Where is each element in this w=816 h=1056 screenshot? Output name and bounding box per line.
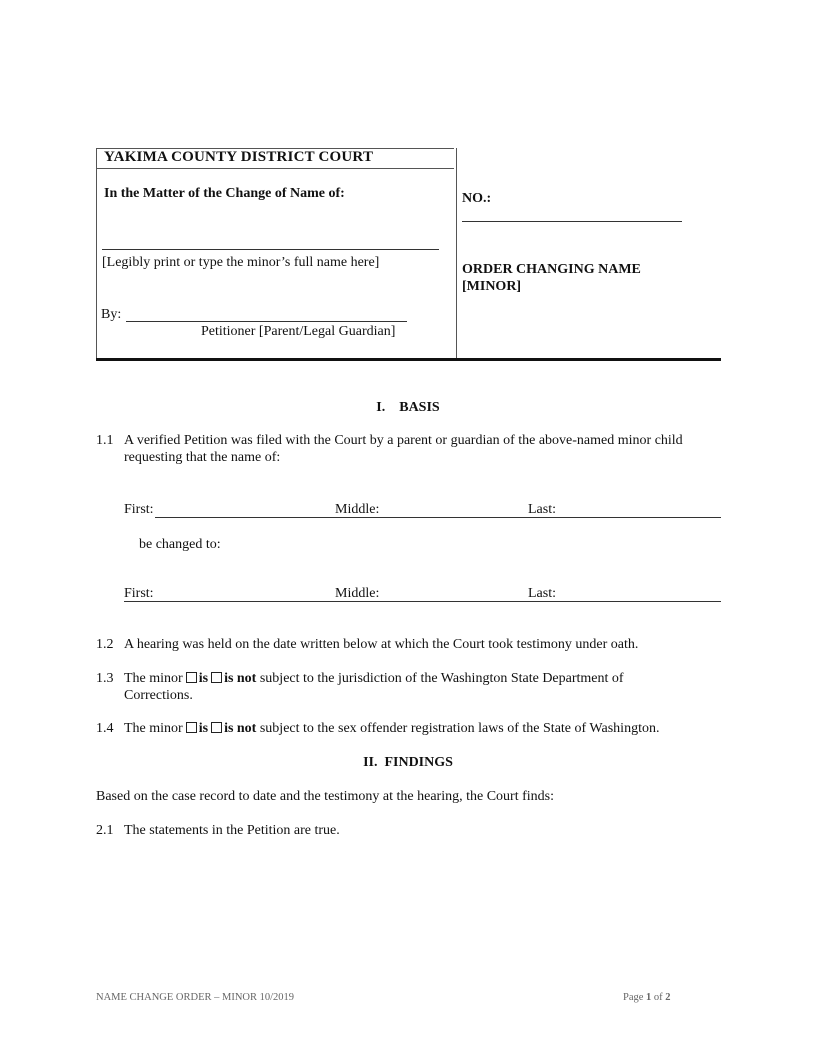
caption-bottom-rule (96, 358, 721, 361)
petitioner-label: Petitioner [Parent/Legal Guardian] (201, 324, 396, 339)
page-prefix: Page (623, 992, 644, 1003)
item-1-3-is-not-checkbox[interactable] (211, 672, 222, 683)
footer-page-number (623, 992, 671, 1003)
item-1-4-is-not-label: is not (224, 721, 257, 736)
new-first-label: First: (124, 586, 154, 601)
item-1-1-text-line1: A verified Petition was filed with the Court by a parent or guardian of the above-named minor child (124, 433, 683, 448)
item-1-2-text: A hearing was held on the date written below at which the Court took testimony under oath. (124, 637, 639, 652)
item-1-3-prefix: The minor (124, 671, 183, 686)
section-basis-heading: I. BASIS (376, 400, 440, 415)
item-1-3-is-label: is (198, 671, 209, 686)
matter-label: In the Matter of the Change of Name of: (104, 186, 345, 201)
new-name-line[interactable] (124, 601, 721, 602)
original-name-line[interactable] (155, 517, 721, 518)
findings-intro: Based on the case record to date and the testimony at the hearing, the Court finds: (96, 789, 554, 804)
by-label: By: (101, 307, 122, 322)
item-1-2-number: 1.2 (96, 637, 114, 652)
changed-to-label: be changed to: (139, 537, 221, 552)
item-1-4-is-checkbox[interactable] (186, 722, 197, 733)
case-number-label: NO.: (462, 191, 492, 206)
item-1-3-is-not-label: is not (224, 671, 257, 686)
new-last-label: Last: (528, 586, 556, 601)
case-number-line[interactable] (462, 221, 682, 222)
item-1-3-number: 1.3 (96, 671, 114, 686)
page-total: 2 (665, 992, 671, 1003)
document-title-line2: [MINOR] (462, 279, 522, 294)
item-1-1-number: 1.1 (96, 433, 114, 448)
item-1-3-is-checkbox[interactable] (186, 672, 197, 683)
item-1-4-is-not-checkbox[interactable] (211, 722, 222, 733)
item-2-1-number: 2.1 (96, 823, 114, 838)
item-1-3-text (124, 671, 624, 687)
original-first-label: First: (124, 502, 154, 517)
footer-form-id: NAME CHANGE ORDER – MINOR 10/2019 (96, 992, 295, 1003)
item-1-4-prefix: The minor (124, 721, 183, 736)
minor-name-line[interactable] (102, 249, 439, 250)
court-name: YAKIMA COUNTY DISTRICT COURT (104, 149, 374, 165)
item-1-4-number: 1.4 (96, 721, 114, 736)
new-middle-label: Middle: (335, 586, 380, 601)
item-1-3-rest: subject to the jurisdiction of the Washington State Department of (259, 671, 624, 686)
item-2-1-text: The statements in the Petition are true. (124, 823, 340, 838)
item-1-3-text-line2: Corrections. (124, 688, 193, 703)
original-last-label: Last: (528, 502, 556, 517)
petitioner-signature-line[interactable] (126, 321, 407, 322)
page-of: of (653, 992, 663, 1003)
section-findings-heading: II. FINDINGS (363, 755, 453, 770)
document-title-line1: ORDER CHANGING NAME (462, 262, 641, 277)
name-instruction: [Legibly print or type the minor’s full name here] (102, 255, 380, 270)
item-1-1-text-line2: requesting that the name of: (124, 450, 281, 465)
page-current: 1 (646, 992, 652, 1003)
item-1-4-rest: subject to the sex offender registration laws of the State of Washington. (259, 721, 660, 736)
original-middle-label: Middle: (335, 502, 380, 517)
item-1-4-is-label: is (198, 721, 209, 736)
item-1-4-text (124, 721, 659, 737)
